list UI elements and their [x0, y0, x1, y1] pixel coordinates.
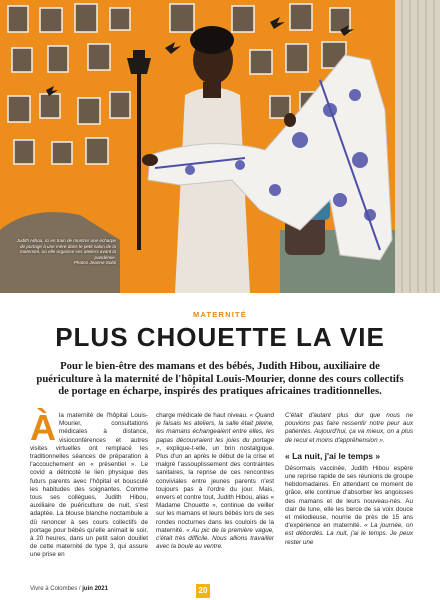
photo-caption — [16, 238, 116, 266]
article-subhead: « La nuit, j'ai le temps » — [285, 450, 381, 461]
column-1-text: la maternité de l'hôpital Louis-Mourier, consultations médicales à distance, visioconférences et autres visites virtuelles ont remplacé les traditionnelles séances de préparation à l'accouchement en « présentiel ». Le covid a détricoté le lien physique des futurs parents avec l'hôpital et bousculé les habitudes des soignantes. Comme tous ses collègues, Judith Hibou, auxiliaire de puériculture de nuit, s'est adaptée. La blouse blanche noctambule a dû renoncer à ses cours collectifs de portage pour bébés qu'elle animait le soir, à 20 heures, dans un petit salon douillet de cette maternité de type 3, qui assure une prise en — [30, 412, 148, 559]
column-3-quote-b: « La journée, on est débordés. La nuit, j'ai le temps. Je peux rester une — [285, 522, 413, 546]
article-column-3 — [285, 412, 413, 547]
caption-text: Judith Hibou, ici en train de montrer une écharpe de portage à une mère dans le petit salon de la maternité, où elle organise ses ateliers avant la pandémie. — [16, 238, 116, 260]
column-2-text-a: charge médicale de haut niveau. — [156, 412, 250, 419]
column-2-quote-a: « Quand je faisais les ateliers, la salle était pleine, les mamans échangeaient entre elles, les papas découvraient les joies du portage » — [156, 412, 274, 452]
footer-publication: Vivre à Colombes / juin 2021 — [30, 586, 108, 592]
column-3-text-b: Désormais vaccinée, Judith Hibou espère une reprise rapide de ses réunions de groupe hebdomadaires. En attendant ce moment de grâce, elle continue d'absorber les angoisses des mamans et de leurs nouveau-nés. Au clair de lune, elle les berce de sa voix douce et mélodieuse, nourrie de près de 15 ans d'expérience en maternité. — [285, 464, 413, 530]
column-2-quote-b: « Au pic de la première vague, c'était très difficile. Nous allions travailler avec la boule au ventre. — [156, 526, 274, 551]
drop-cap: À — [30, 407, 56, 448]
photo-credit: Photos Jeanne Sobli — [73, 260, 116, 266]
article-column-1 — [30, 407, 148, 560]
page-number: 20 — [196, 584, 210, 598]
hero-photo — [0, 0, 440, 293]
issue-date: juin 2021 — [82, 586, 108, 592]
page-footer — [0, 584, 440, 600]
column-2-text-b: , explique-t-elle, un brin nostalgique. Plus d'un an après le début de la crise et malgré l'assouplissement des contraintes sanitaires, la reprise de ces rencontres conviviales entre jeunes parents n'est toujours pas à l'ordre du jour. Mais, envers et contre tout, Judith Hibou, alias « Madame Chouette », continue de veiller sur les mamans et leurs bébés lors de ses rondes nocturnes dans les couloirs de la maternité. — [156, 444, 274, 534]
publication-name: Vivre à Colombes — [30, 586, 78, 592]
column-3-quote-a: C'était d'autant plus dur que nous ne pouvions pas faire ressentir notre peur aux patientes. Aujourd'hui, ça va mieux, on a plus de recul et moins d'appréhension » — [285, 412, 413, 444]
section-rubric: MATERNITÉ — [193, 310, 247, 319]
article-column-2 — [156, 412, 274, 551]
article-title: PLUS CHOUETTE LA VIE — [55, 322, 385, 352]
article-lead: Pour le bien-être des mamans et des bébés, Judith Hibou, auxiliaire de puériculture à la maternité de l'hôpital Louis-Mourier, donne des cours collectifs de portage en écharpe, inspirés des pratiques africaines traditionnelles. — [36, 360, 404, 397]
column-3-text-a: . — [382, 436, 385, 444]
